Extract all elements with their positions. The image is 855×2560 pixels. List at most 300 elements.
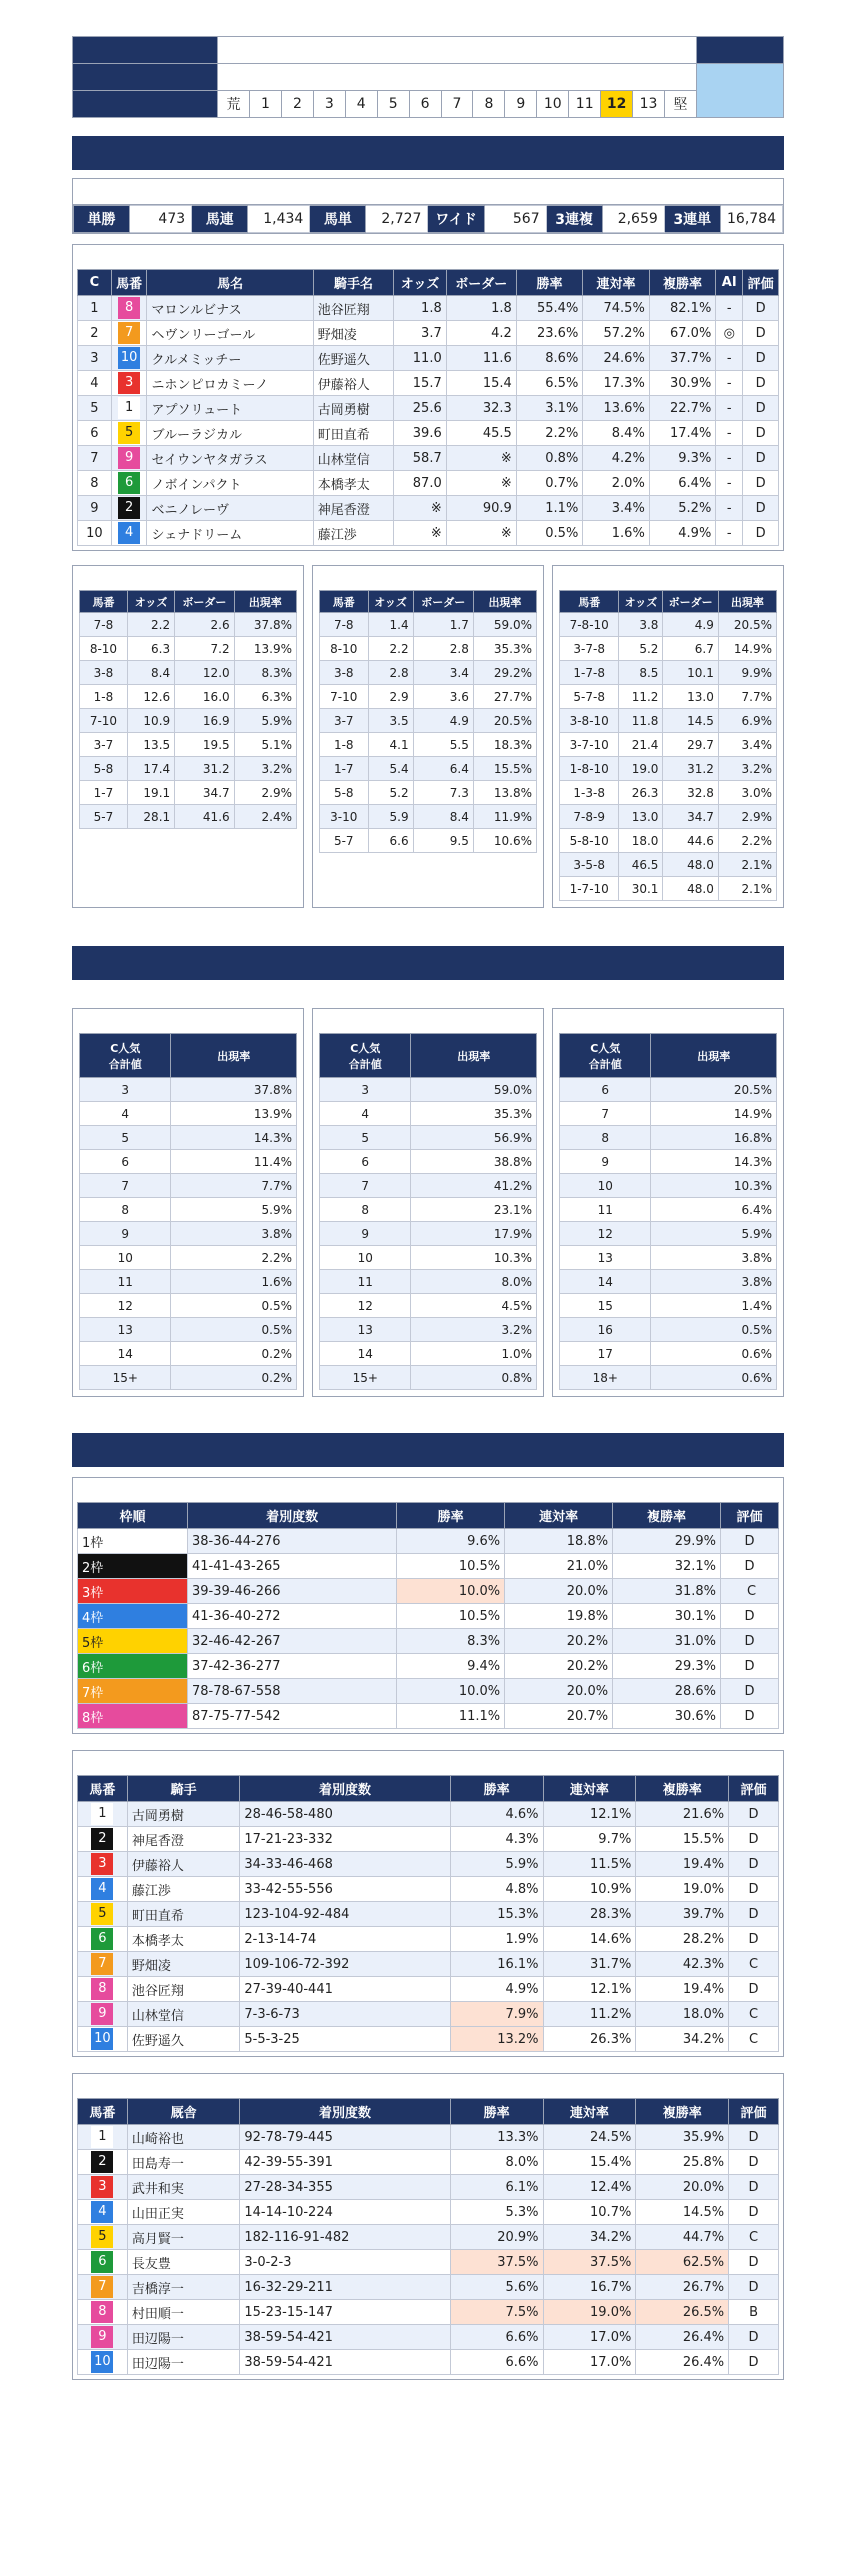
table-cell: 26.7% [636,2275,729,2300]
table-cell: 6.6% [450,2325,543,2350]
table-cell: 0.2% [171,1366,297,1390]
table-cell: 17.0% [543,2325,636,2350]
table-row [560,1342,777,1366]
table-cell: 古岡勇樹 [127,1802,240,1827]
horse-number-cell [111,371,147,396]
table-cell: 62.5% [636,2250,729,2275]
table-cell: 42.3% [636,1952,729,1977]
horse-number-cell [78,2200,128,2225]
horse-number-badge: 6 [91,2251,113,2273]
table-cell: 6.3% [234,685,296,709]
table-cell: 13.0 [663,685,718,709]
table-row [320,1342,537,1366]
table-cell: - [716,371,743,396]
table-cell: 5-8-10 [560,829,619,853]
table-cell: 39.7% [636,1902,729,1927]
table-cell: 伊藤裕人 [127,1852,240,1877]
table-cell: 3.4 [413,661,473,685]
column-header: 着別度数 [240,1776,450,1802]
table-cell: 2.4% [234,805,296,829]
table-cell: 19.1 [127,781,174,805]
table-cell: 3.8 [619,613,663,637]
table-cell: 32-46-42-267 [188,1629,397,1654]
table-cell: 8.5 [619,661,663,685]
table-cell: 8 [78,471,112,496]
table-cell: 5.9% [651,1222,777,1246]
sum-umaren-title [79,1009,297,1033]
table-cell: 2.2 [127,613,174,637]
horse-number-cell [78,1952,128,1977]
horse-number-badge: 10 [91,2028,113,2050]
table-cell: 6 [80,1150,171,1174]
table-cell: 5.2 [368,781,413,805]
table-cell: 10.7% [543,2200,636,2225]
table-cell: - [716,346,743,371]
table-cell: 38-59-54-421 [240,2325,450,2350]
rpt-scale-cell: 12 [601,91,633,118]
table-cell: 町田直希 [313,421,394,446]
column-header: 複勝率 [613,1503,721,1529]
table-cell: 5.2% [649,496,716,521]
horse-number-cell [78,2125,128,2150]
table-row [78,2325,779,2350]
table-cell: 5-8 [80,757,128,781]
table-row [78,1952,779,1977]
table-cell: 39-39-46-266 [188,1579,397,1604]
table-cell: 7-8 [80,613,128,637]
table-row [78,2150,779,2175]
table-cell: 6.4 [413,757,473,781]
table-cell: 8.6% [516,346,583,371]
race-count [72,980,784,1004]
table-row [320,1270,537,1294]
table-cell: 32.8 [663,781,718,805]
table-row [78,1902,779,1927]
table-cell: 5.5 [413,733,473,757]
table-cell: 池谷匠翔 [127,1977,240,2002]
table-row [560,685,777,709]
table-cell: 武井和実 [127,2175,240,2200]
horse-number-badge: 7 [118,322,140,344]
table-cell: 15+ [320,1366,411,1390]
table-cell: 16.9 [175,709,235,733]
table-cell: 11.1% [397,1704,505,1729]
horse-number-cell [78,1927,128,1952]
table-cell: ※ [446,521,516,546]
table-cell: 3-0-2-3 [240,2250,450,2275]
horse-number-badge: 9 [91,2003,113,2025]
table-cell: 2 [78,321,112,346]
payout-value: 2,727 [366,206,428,233]
table-cell: 1.7 [413,613,473,637]
column-header: 着別度数 [188,1503,397,1529]
horse-number-badge: 5 [118,422,140,444]
table-cell: 8.3% [397,1629,505,1654]
table-row [78,1529,779,1554]
column-header: C人気 合計値 [80,1034,171,1078]
table-row [320,1126,537,1150]
table-cell: 19.8% [505,1604,613,1629]
table-cell: 9 [560,1150,651,1174]
umaren-title [79,566,297,590]
table-cell: 7-8-10 [560,613,619,637]
table-row [80,685,297,709]
column-header: オッズ [394,270,446,296]
table-cell: 2.8 [413,637,473,661]
table-cell: 29.2% [473,661,536,685]
table-row [560,877,777,901]
table-cell: 30.1% [613,1604,721,1629]
table-row [78,296,779,321]
table-cell: D [729,1802,779,1827]
table-cell: 3-7 [80,733,128,757]
table-cell: 神尾香澄 [313,496,394,521]
avg-payout-title [73,179,783,205]
table-cell: 41-36-40-272 [188,1604,397,1629]
table-cell: D [743,321,779,346]
sum-wide-box [312,1008,544,1397]
sum-analysis-heading [72,946,784,980]
table-cell: 16.8% [651,1126,777,1150]
table-cell: 藤江渉 [313,521,394,546]
horse-number-badge: 5 [91,2226,113,2248]
horse-number-cell [78,1977,128,2002]
table-cell: 3.5 [368,709,413,733]
table-cell: 山林堂信 [127,2002,240,2027]
column-header: 騎手名 [313,270,394,296]
column-header: オッズ [127,591,174,613]
table-row [78,496,779,521]
table-row [78,1604,779,1629]
table-row [78,1827,779,1852]
table-cell: 33-42-55-556 [240,1877,450,1902]
table-row [320,805,537,829]
table-cell: 23.1% [411,1198,537,1222]
table-cell: 26.3 [619,781,663,805]
table-cell: 6.6 [368,829,413,853]
table-cell: 佐野遥久 [127,2027,240,2052]
table-cell: 35.9% [636,2125,729,2150]
table-row [560,709,777,733]
table-row [78,471,779,496]
table-cell: 13.3% [450,2125,543,2150]
table-cell: 村田順一 [127,2300,240,2325]
column-header: 馬番 [320,591,369,613]
trainer-title [77,2074,779,2098]
table-cell: 12.0 [175,661,235,685]
horse-number-badge: 9 [91,2326,113,2348]
table-cell: 町田直希 [127,1902,240,1927]
table-cell: 8.4 [127,661,174,685]
payout-value: 16,784 [720,206,782,233]
table-cell: 17-21-23-332 [240,1827,450,1852]
trainer-box [72,2073,784,2380]
column-header: 勝率 [450,1776,543,1802]
table-cell: 3-7-8 [560,637,619,661]
table-row [320,709,537,733]
horse-number-cell [78,1802,128,1827]
table-cell: 6.6% [450,2350,543,2375]
table-cell: D [743,471,779,496]
table-cell: 5 [320,1126,411,1150]
horse-number-cell [78,2350,128,2375]
table-cell: 5.9% [234,709,296,733]
column-header: 馬番 [111,270,147,296]
table-cell: 27.7% [473,685,536,709]
table-cell: 4.1 [368,733,413,757]
table-cell: 67.0% [649,321,716,346]
table-cell: 2.1% [718,853,776,877]
horse-number-badge: 4 [91,2201,113,2223]
table-cell: 3.2% [234,757,296,781]
table-row [560,781,777,805]
table-cell: 35.3% [411,1102,537,1126]
table-cell: 10.5% [397,1554,505,1579]
table-cell: 2.8 [368,661,413,685]
rpt-scale-cell: 5 [377,91,409,118]
table-cell: 10.5% [397,1604,505,1629]
table-cell: D [743,446,779,471]
table-cell: D [721,1554,779,1579]
table-row [560,853,777,877]
column-header: 出現率 [234,591,296,613]
table-cell: 8-10 [320,637,369,661]
avg-payout-table [73,205,783,233]
table-cell: 58.7 [394,446,446,471]
table-row [78,2225,779,2250]
table-row [560,1318,777,1342]
table-cell: 2枠 [78,1554,188,1579]
table-cell: 3 [78,346,112,371]
table-cell: 12.1% [543,1977,636,2002]
table-cell: 41-41-43-265 [188,1554,397,1579]
table-cell: 21.0% [505,1554,613,1579]
table-cell: 11.2 [619,685,663,709]
payout-type: 単勝 [74,206,130,233]
table-cell: 0.8% [411,1366,537,1390]
horse-number-badge: 4 [118,522,140,544]
race-detail-label [73,64,218,91]
rpt-label [73,91,218,118]
table-cell: 25.6 [394,396,446,421]
rpt-scale-cell: 11 [569,91,601,118]
table-cell: 14 [80,1342,171,1366]
table-row [80,1150,297,1174]
table-row [560,1150,777,1174]
table-cell: 26.3% [543,2027,636,2052]
table-cell: 20.2% [505,1654,613,1679]
table-cell: 11 [560,1198,651,1222]
table-cell: 59.0% [473,613,536,637]
table-cell: 11 [80,1270,171,1294]
table-row [78,2200,779,2225]
table-cell: 2.9 [368,685,413,709]
table-row [78,1629,779,1654]
table-cell: 20.5% [651,1078,777,1102]
table-cell: ※ [446,446,516,471]
table-cell: - [716,296,743,321]
table-cell: 3.1% [516,396,583,421]
table-cell: 本橋孝太 [127,1927,240,1952]
table-cell: 10 [320,1246,411,1270]
table-cell: 3 [80,1078,171,1102]
table-cell: 26.4% [636,2350,729,2375]
payout-value: 1,434 [248,206,310,233]
table-cell: 5.3% [450,2200,543,2225]
table-cell: D [729,2325,779,2350]
table-cell: 3-8-10 [560,709,619,733]
trio-title [559,566,777,590]
table-cell: 23.6% [516,321,583,346]
table-cell: 5.4 [368,757,413,781]
horse-number-cell [78,2175,128,2200]
table-cell: 7 [560,1102,651,1126]
table-row [560,1294,777,1318]
race-name-label [73,37,218,64]
table-cell: 24.5% [543,2125,636,2150]
column-header: 出現率 [411,1034,537,1078]
table-cell: 19.0% [636,1877,729,1902]
table-cell: C [729,1952,779,1977]
table-cell: 6.3 [127,637,174,661]
table-cell: 0.5% [171,1318,297,1342]
table-cell: 13 [80,1318,171,1342]
table-cell: 26.5% [636,2300,729,2325]
page [72,0,784,2380]
table-cell: 14.5 [663,709,718,733]
table-row [560,1366,777,1390]
table-cell: 34.2% [636,2027,729,2052]
table-cell: 7.5% [450,2300,543,2325]
rpt-analysis-heading [72,136,784,170]
horse-number-cell [78,2300,128,2325]
column-header: 評価 [729,1776,779,1802]
table-row [320,661,537,685]
table-cell: 21.6% [636,1802,729,1827]
table-cell: 14.6% [543,1927,636,1952]
table-cell: 182-116-91-482 [240,2225,450,2250]
table-cell: 26.4% [636,2325,729,2350]
table-cell: D [721,1704,779,1729]
table-cell: 14.5% [636,2200,729,2225]
table-row [320,1174,537,1198]
table-cell: 87-75-77-542 [188,1704,397,1729]
table-cell: 14.9% [718,637,776,661]
table-cell: D [743,296,779,321]
table-cell: 15-23-15-147 [240,2300,450,2325]
table-cell: 59.0% [411,1078,537,1102]
column-header: 厩舎 [127,2099,240,2125]
table-row [78,1877,779,1902]
table-row [78,1654,779,1679]
table-row [80,1318,297,1342]
table-cell: D [743,346,779,371]
table-cell: 1-8 [320,733,369,757]
table-cell: 7 [80,1174,171,1198]
horse-number-badge: 6 [91,1928,113,1950]
table-cell: - [716,446,743,471]
table-cell: D [729,2175,779,2200]
waku-title [77,1478,779,1502]
horse-number-cell [111,496,147,521]
horse-number-badge: 6 [118,472,140,494]
horse-number-cell [78,2027,128,2052]
table-cell: 31.2 [663,757,718,781]
column-header: 馬番 [560,591,619,613]
payout-type: 3連単 [664,206,720,233]
popularity-box [72,244,784,551]
table-cell: 37.7% [649,346,716,371]
horse-number-badge: 2 [91,1828,113,1850]
table-cell: 本橋孝太 [313,471,394,496]
table-row [560,1174,777,1198]
table-cell: 57.2% [583,321,650,346]
table-cell: 5枠 [78,1629,188,1654]
sum-umaren-table [79,1033,297,1390]
table-cell: 野畑凌 [127,1952,240,1977]
rpt-value [696,64,783,118]
horse-number-cell [78,1852,128,1877]
table-row [80,1342,297,1366]
table-cell: マロンルビナス [147,296,313,321]
table-cell: 3枠 [78,1579,188,1604]
table-cell: 18.3% [473,733,536,757]
table-cell: 5-5-3-25 [240,2027,450,2052]
table-cell: 6.9% [718,709,776,733]
table-row [320,1246,537,1270]
table-cell: 13.6% [583,396,650,421]
table-cell: 10.9% [543,1877,636,1902]
horse-number-badge: 7 [91,1953,113,1975]
table-cell: 39.6 [394,421,446,446]
table-cell: 7-8 [320,613,369,637]
column-header: 勝率 [450,2099,543,2125]
horse-number-cell [78,2325,128,2350]
column-header: AI [716,270,743,296]
payout-type: 3連複 [546,206,602,233]
table-cell: 32.1% [613,1554,721,1579]
table-cell: 4 [320,1102,411,1126]
table-cell: 6 [320,1150,411,1174]
table-cell: 1枠 [78,1529,188,1554]
column-header: 連対率 [505,1503,613,1529]
table-row [78,2175,779,2200]
table-cell: 3-7 [320,709,369,733]
table-row [78,1704,779,1729]
table-cell: 1-3-8 [560,781,619,805]
column-header: ボーダー [413,591,473,613]
table-cell: 20.0% [636,2175,729,2200]
table-cell: ニホンピロカミーノ [147,371,313,396]
table-cell: 82.1% [649,296,716,321]
table-cell: 15.4 [446,371,516,396]
trio-table [559,590,777,901]
table-cell: 12 [320,1294,411,1318]
table-cell: D [729,2125,779,2150]
sum-trio-table [559,1033,777,1390]
horse-number-cell [111,421,147,446]
table-cell: 11.8 [619,709,663,733]
table-cell: 9 [78,496,112,521]
table-cell: 2.9% [234,781,296,805]
table-row [80,1126,297,1150]
race-info-table [72,36,784,118]
table-row [78,346,779,371]
table-row [560,1270,777,1294]
table-cell: 2.2% [516,421,583,446]
table-cell: 13.5 [127,733,174,757]
table-cell: 6.7 [663,637,718,661]
